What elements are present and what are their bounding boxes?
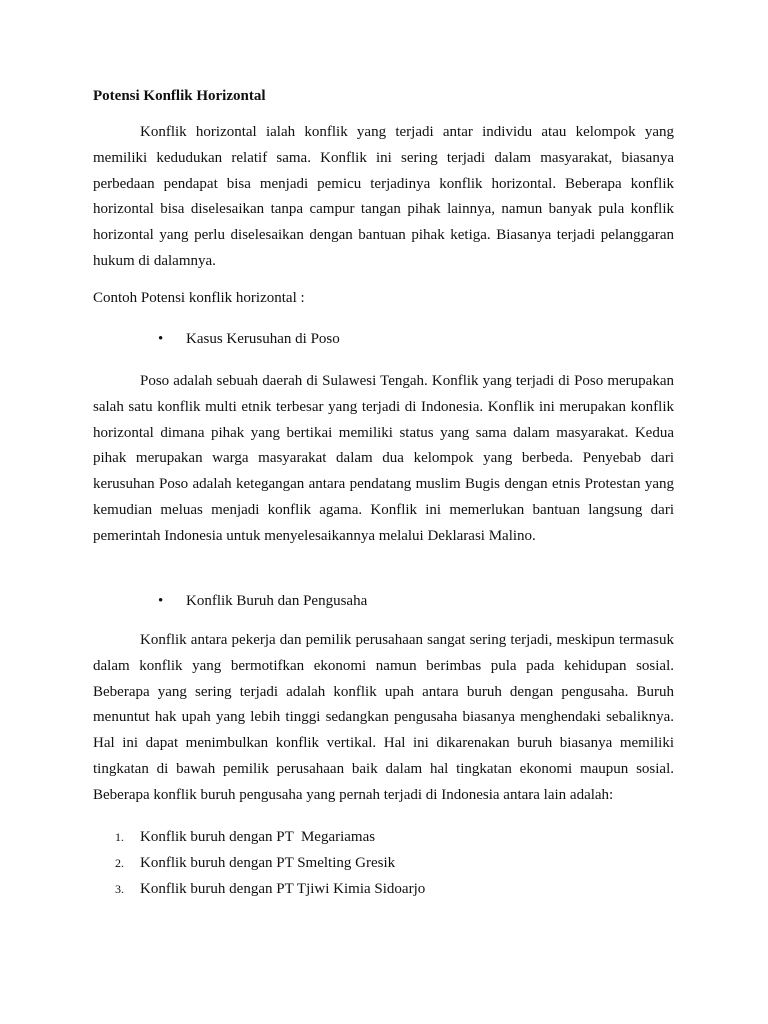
- section2-heading-text: Konflik Buruh dan Pengusaha: [186, 593, 368, 609]
- section1-heading: [158, 327, 340, 353]
- list-item: [115, 851, 425, 877]
- list-text: Konflik buruh dengan PT Megariamas: [140, 829, 376, 845]
- list-text: Konflik buruh dengan PT Tjiwi Kimia Sidoarjo: [140, 880, 426, 897]
- page-title: Potensi Konflik Horizontal: [93, 88, 266, 104]
- list-number: 1.: [115, 830, 124, 844]
- examples-label: Contoh Potensi konflik horizontal :: [93, 290, 305, 306]
- intro-paragraph: Konflik horizontal ialah konflik yang terjadi antar individu atau kelompok yang memiliki kedudukan relatif sama. Konflik ini sering terjadi dalam masyarakat, biasanya perbedaan pendapat bisa menjadi pemicu terjadinya konflik horizontal. Beberapa konflik horizontal bisa diselesaikan tanpa campur tangan pihak lainnya, namun banyak pula konflik horizontal yang perlu diselesaikan dengan bantuan pihak ketiga. Biasanya terjadi pelanggaran hukum di dalamnya.: [93, 124, 674, 269]
- section2-heading: [158, 589, 367, 615]
- section2-paragraph: Konflik antara pekerja dan pemilik perusahaan sangat sering terjadi, meskipun termasuk dalam konflik yang bermotifkan ekonomi namun berimbas pula pada kehidupan sosial. Beberapa yang sering terjadi adalah konflik upah antara buruh dengan pengusaha. Buruh menuntut hak upah yang lebih tinggi sedangkan pengusaha biasanya menghendaki sebaliknya. Hal ini dapat menimbulkan konflik vertikal. Hal ini dikarenakan buruh biasanya memiliki tingkatan di bawah pemilik perusahaan baik dalam hal tingkatan ekonomi maupun sosial. Beberapa konflik buruh pengusaha yang pernah terjadi di Indonesia antara lain adalah:: [93, 632, 674, 803]
- section1-paragraph: Poso adalah sebuah daerah di Sulawesi Tengah. Konflik yang terjadi di Poso merupakan salah satu konflik multi etnik terbesar yang terjadi di Indonesia. Konflik ini merupakan konflik horizontal dimana pihak yang bertikai memiliki status yang sama dalam masyarakat. Kedua pihak merupakan warga masyarakat dalam dua kelompok yang berbeda. Penyebab dari kerusuhan Poso adalah ketegangan antara pendatang muslim Bugis dengan etnis Protestan yang kemudian meluas menjadi konflik agama. Konflik ini memerlukan bantuan langsung dari pemerintah Indonesia untuk menyelesaikannya melalui Deklarasi Malino.: [93, 373, 674, 544]
- list-item: [115, 825, 425, 851]
- list-item: [115, 877, 425, 903]
- list-number: 2.: [115, 855, 124, 870]
- bullet-icon: •: [158, 593, 164, 609]
- list-number: 3.: [115, 881, 124, 896]
- bullet-icon: •: [158, 331, 164, 347]
- list-text: Konflik buruh dengan PT Smelting Gresik: [140, 854, 396, 871]
- company-list: [115, 825, 425, 902]
- section1-heading-text: Kasus Kerusuhan di Poso: [186, 331, 340, 347]
